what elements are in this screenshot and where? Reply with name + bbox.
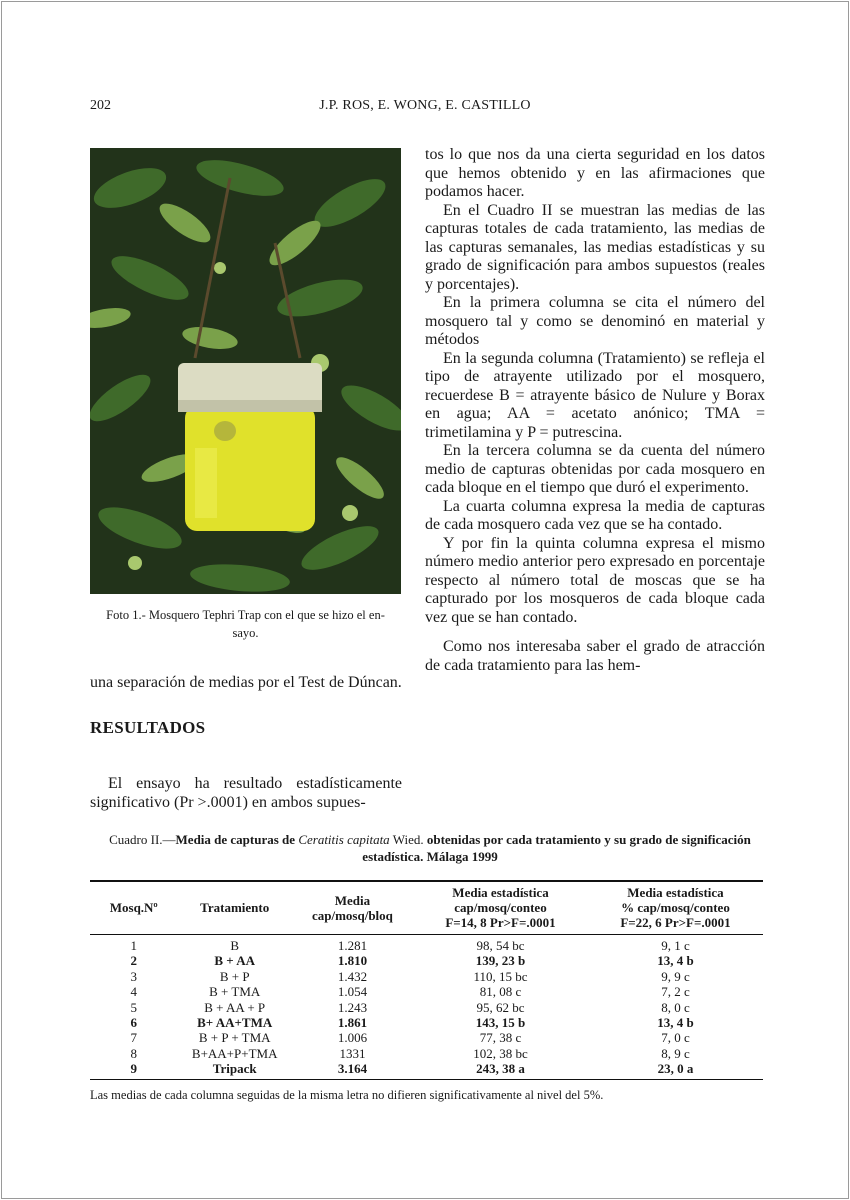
trap-photo bbox=[90, 148, 401, 594]
table-caption-rest: obtenidas por cada tratamiento y su grado de significación estadística. Málaga 1999 bbox=[362, 832, 751, 864]
results-paragraph: El ensayo ha resultado estadísticamente significativo (Pr >.0001) en ambos supues- bbox=[90, 775, 402, 811]
paragraph: La cuarta columna expresa la media de capturas de cada mosquero cada vez que se ha contado. bbox=[425, 497, 765, 533]
table-row: 6 B+ AA+TMA 1.861 143, 15 b 13, 4 b bbox=[130, 1015, 694, 1031]
running-title: J.P. ROS, E. WONG, E. CASTILLO bbox=[319, 98, 531, 113]
table-row: 5 B + AA + P 1.243 95, 62 bc 8, 0 c bbox=[130, 999, 690, 1015]
table-row: 3 B + P 1.432 110, 15 bc 9, 9 c bbox=[130, 968, 690, 984]
paragraph: En la primera columna se cita el número del mosquero tal y como se denominó en material y métodos bbox=[425, 294, 765, 348]
method-text-end: una separación de medias por el Test de Dúncan. bbox=[90, 674, 402, 691]
table-row: 8 B+AA+P+TMA 1331 102, 38 bc 8, 9 c bbox=[130, 1045, 690, 1061]
paragraph: Como nos interesaba saber el grado de atracción de cada tratamiento para las hem- bbox=[425, 638, 765, 674]
trap-photo-image bbox=[90, 148, 401, 594]
table-row: 1 B 1.281 98, 54 bc 9, 1 c bbox=[130, 938, 690, 953]
table-row: 9 Tripack 3.164 243, 38 a 23, 0 a bbox=[90, 1061, 763, 1079]
paragraph: tos lo que nos da una cierta seguridad en los datos que hemos obtenido y en las afirmaciones que podamos hacer. bbox=[425, 146, 765, 200]
header-media-est-pct: Media estadística % cap/mosq/conteo F=22, 6 Pr>F=.0001 bbox=[588, 881, 763, 935]
header-tratamiento: Tratamiento bbox=[177, 881, 291, 935]
table-body bbox=[90, 935, 763, 1080]
paragraph: Y por fin la quinta columna expresa el mismo número medio anterior pero expresado en porcentaje respecto al número total de moscas que se ha capturado por los mosqueros de cada bloque cada vez que se han contado. bbox=[425, 534, 765, 626]
table-caption-lead: Cuadro II.— bbox=[109, 832, 176, 847]
table-caption-title: Media de capturas de bbox=[175, 832, 299, 847]
table-header-row bbox=[90, 881, 763, 935]
paragraph: En el Cuadro II se muestran las medias de las capturas totales de cada tratamiento, las medias de las capturas semanales, las medias estadísticas y su grado de significación para ambos supuestos (reales y porcentajes). bbox=[425, 201, 765, 293]
table-caption-author: Wied. bbox=[389, 832, 424, 847]
paragraph: En la tercera columna se da cuenta del número medio de capturas obtenidas por cada mosquero en cada bloque en el tiempo que duró el experimento. bbox=[425, 442, 765, 496]
table-footnote: Las medias de cada columna seguidas de la misma letra no difieren significativamente al nivel del 5%. bbox=[90, 1088, 604, 1102]
results-heading: RESULTADOS bbox=[90, 718, 206, 737]
photo-caption-line1: Foto 1.- Mosquero Tephri Trap con el que se hizo el en- bbox=[106, 608, 385, 622]
right-column bbox=[425, 146, 765, 675]
table-row: 4 B + TMA 1.054 81, 08 c 7, 2 c bbox=[130, 984, 690, 1000]
header-media: Media cap/mosq/bloq bbox=[292, 881, 413, 935]
table-row: 2 B + AA 1.810 139, 23 b 13, 4 b bbox=[130, 953, 694, 969]
table-caption bbox=[100, 831, 760, 865]
table-caption-species: Ceratitis capitata bbox=[298, 832, 390, 847]
paragraph: En la segunda columna (Tratamiento) se refleja el tipo de atrayente utilizado por el mosquero, recuerdese B = atrayente básico de Nulure y Borax en agua; AA = acetato anónico; TMA = trimetilamina y P = putrescina. bbox=[425, 349, 765, 441]
photo-caption-line2: sayo. bbox=[232, 626, 259, 640]
table-row: 7 B + P + TMA 1.006 77, 38 c 7, 0 c bbox=[130, 1030, 690, 1046]
results-table bbox=[90, 880, 763, 1080]
photo-caption bbox=[90, 606, 401, 642]
header-media-est-cap: Media estadística cap/mosq/conteo F=14, 8 Pr>F=.0001 bbox=[413, 881, 588, 935]
page-number: 202 bbox=[90, 98, 111, 113]
header-mosq: Mosq.Nº bbox=[90, 881, 177, 935]
